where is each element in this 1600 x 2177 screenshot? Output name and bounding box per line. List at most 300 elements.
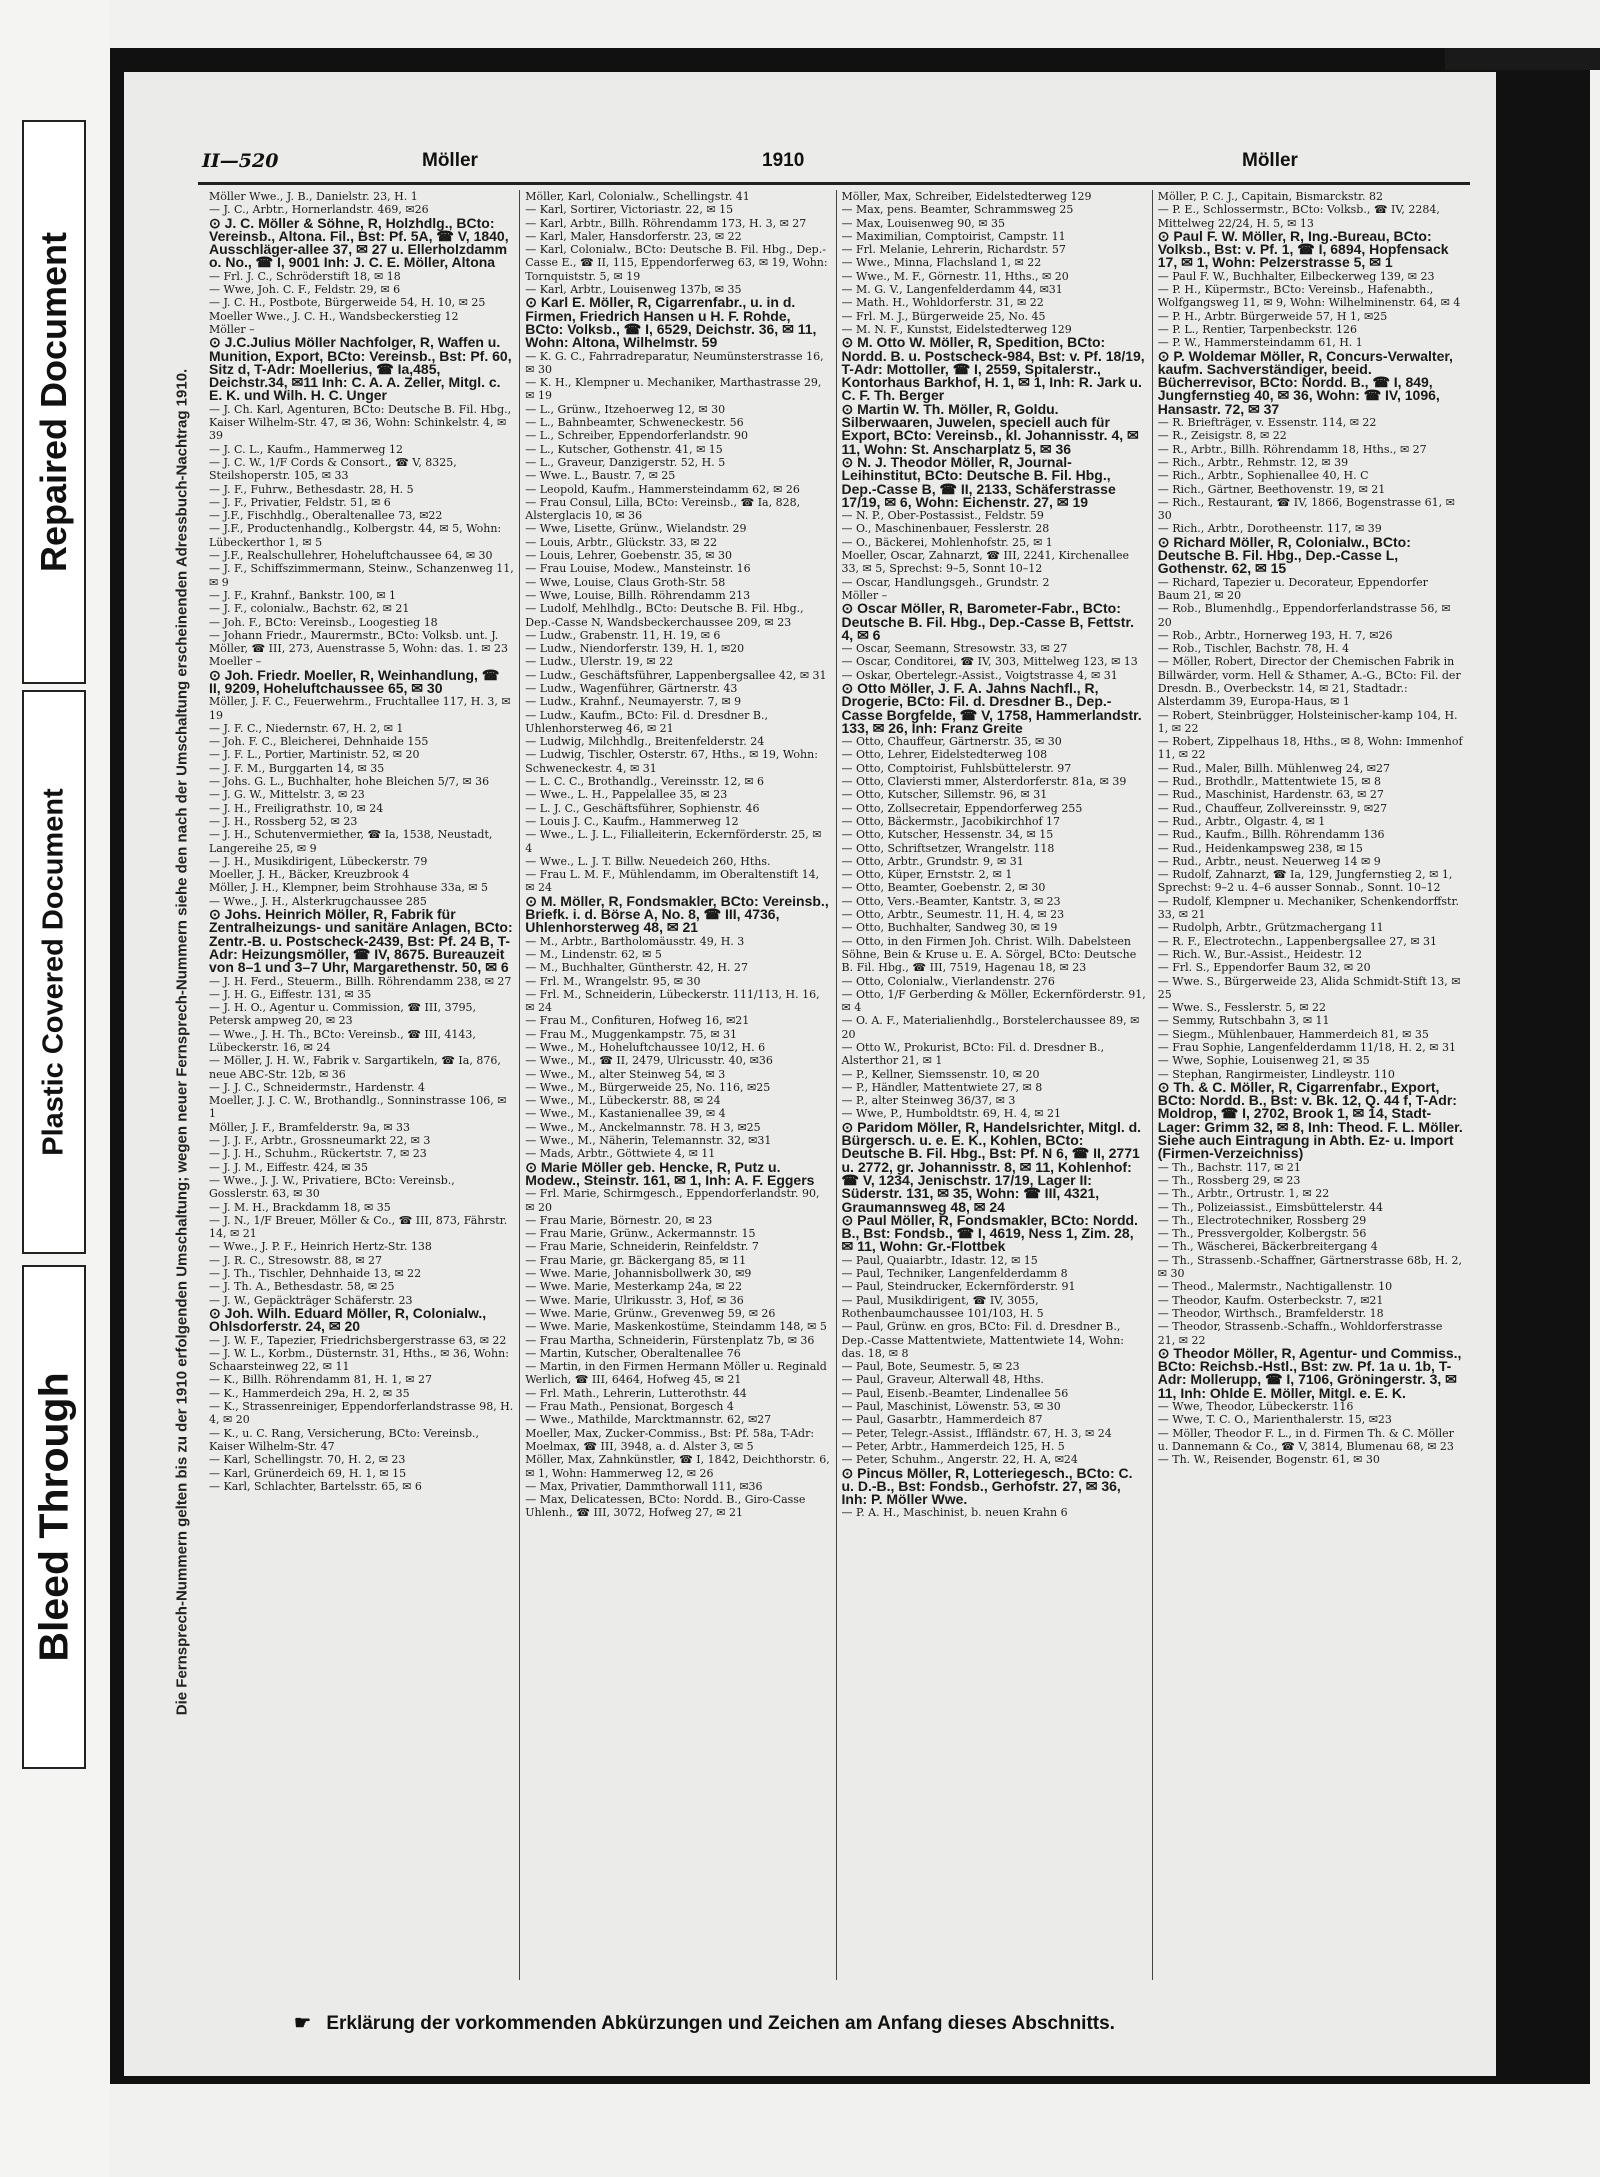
- directory-entry: — Frl. Melanie, Lehrerin, Richardstr. 57: [841, 243, 1066, 257]
- directory-entry: — Wwe, Theodor, Lübeckerstr. 116: [1157, 1400, 1354, 1414]
- directory-entry: — N. P., Ober-Postassist., Feldstr. 59: [841, 509, 1044, 523]
- directory-entry: — Robert, Zippelhaus 18, Hths., ✉ 8, Wohn: Immenhof 11, ✉ 22: [1157, 735, 1463, 762]
- footer-note: [294, 2012, 1444, 2035]
- directory-entry: ⊙ Oscar Möller, R, Barometer-Fabr., BCto: Deutsche B. Fil. Hbg., Dep.-Casse B, Fettstr. 4, ✉ 6: [841, 600, 1135, 643]
- directory-entry: — J. Th. A., Bethesdastr. 58, ✉ 25: [209, 1280, 395, 1294]
- directory-entry: — Paul, Gasarbtr., Hammerdeich 87: [841, 1413, 1043, 1427]
- edge-tab-label: Plastic Covered Document: [37, 788, 70, 1156]
- directory-entry: — K., Strassenreiniger, Eppendorferlandstrasse 98, H. 4, ✉ 20: [209, 1400, 514, 1427]
- directory-entry: — Otto, in den Firmen Joh. Christ. Wilh. Dabelsteen Söhne, Bein & Kruse u. E. A. Sörgel, BCto: Deutsche B. Fil. Hbg., ☎ III, 7519, Hagenau 18, ✉ 23: [841, 934, 1137, 975]
- directory-entry: — P. W., Hammersteindamm 61, H. 1: [1157, 336, 1363, 350]
- directory-entry: — J. W. L., Korbm., Düsternstr. 31, Hths., ✉ 36, Wohn: Schaarsteinweg 22, ✉ 11: [209, 1346, 509, 1374]
- directory-entry: — R., Arbtr., Billh. Röhrendamm 18, Hths., ✉ 27: [1157, 442, 1427, 456]
- directory-entry: — Otto, Küper, Ernststr. 2, ✉ 1: [841, 868, 1013, 882]
- directory-entry: — Frau L. M. F., Mühlendamm, im Oberaltenstift 14, ✉ 24: [525, 868, 820, 895]
- directory-entry: — Otto, Vers.-Beamter, Kantstr. 3, ✉ 23: [841, 894, 1061, 908]
- directory-entry: ⊙ Martin W. Th. Möller, R, Goldu. Silberwaaren, Juwelen, speciell auch für Export, BCto: Vereinsb., kl. Johannisstr. 4, ✉ 11, Wohn: St. Anscharplatz 5, ✉ 36: [841, 400, 1139, 457]
- directory-entry: — Möller, Theodor F. L., in d. Firmen Th. & C. Möller u. Dannemann & Co., ☎ V, 3814, Blumenau 68, ✉ 23: [1157, 1426, 1454, 1453]
- directory-entry: — Rud., Maschinist, Hardenstr. 63, ✉ 27: [1157, 788, 1384, 802]
- directory-entry: — Th., Arbtr., Ortrustr. 1, ✉ 22: [1157, 1187, 1330, 1201]
- directory-entry: — Ludw., Geschäftsführer, Lappenbergsallee 42, ✉ 31: [525, 668, 827, 682]
- directory-entry: — J.F., Fischhdlg., Oberaltenallee 73, ✉22: [209, 509, 443, 523]
- directory-entry: — Karl, Schlachter, Bartelsstr. 65, ✉ 6: [209, 1479, 422, 1493]
- directory-entry: — Paul, Grünw. en gros, BCto: Fil. d. Dresdner B., Dep.-Casse Mattentwiete, Mattentwiete 14, Wohn: das. 18, ✉ 8: [841, 1320, 1124, 1360]
- directory-entry: Möller Wwe., J. B., Danielstr. 23, H. 1: [209, 190, 418, 203]
- directory-entry: — P. A. H., Maschinist, b. neuen Krahn 6: [841, 1506, 1068, 1520]
- directory-entry: — P. H., Küpermstr., BCto: Vereinsb., Hafenabth., Wolfgangsweg 11, ✉ 9, Wohn: Wilhelminenstr. 64, ✉ 4: [1157, 283, 1461, 310]
- directory-entry: ⊙ Theodor Möller, R, Agentur- und Commiss., BCto: Reichsb.-Hstl., Bst: zw. Pf. 1a u. 1b, T-Adr: Mollerupp, ☎ I, 7106, Gröningerstr. 3, ✉ 11, Inh: Ohlde E. Möller, Mitgl. e. E. K.: [1157, 1344, 1462, 1401]
- directory-entry: — J. F. C., Niedernstr. 67, H. 2, ✉ 1: [209, 721, 404, 735]
- directory-entry: — J. F., colonialw., Bachstr. 62, ✉ 21: [209, 602, 410, 616]
- directory-entry: — Oscar, Conditorei, ☎ IV, 303, Mittelweg 123, ✉ 13: [841, 655, 1138, 669]
- directory-entry: — Otto, Arbtr., Seumestr. 11, H. 4, ✉ 23: [841, 908, 1065, 922]
- directory-entry: — Frau Marie, gr. Bäckergang 85, ✉ 11: [525, 1253, 747, 1267]
- directory-entry: — Otto, Colonialw., Vierlandenstr. 276: [841, 974, 1055, 988]
- directory-entry: — Maximilian, Comptoirist, Campstr. 11: [841, 229, 1066, 243]
- directory-entry: — L., Bahnbeamter, Schweneckestr. 56: [525, 416, 744, 430]
- directory-entry: — R. Briefträger, v. Essenstr. 114, ✉ 22: [1157, 416, 1377, 430]
- directory-entry: — Ludwig, Tischler, Osterstr. 67, Hths., ✉ 19, Wohn: Schweneckestr. 4, ✉ 31: [525, 748, 818, 775]
- directory-entry: — Richard, Tapezier u. Decorateur, Eppendorfer Baum 21, ✉ 20: [1157, 575, 1428, 602]
- directory-entry: — M., Buchhalter, Güntherstr. 42, H. 27: [525, 961, 748, 975]
- directory-entry: — Wwe., M., Hoheluftchaussee 10/12, H. 6: [525, 1041, 766, 1054]
- directory-entry: ⊙ M. Möller, R, Fondsmakler, BCto: Vereinsb., Briefk. i. d. Börse A, No. 8, ☎ III, 4736, Uhlenhorsterweg 48, ✉ 21: [525, 892, 829, 936]
- directory-entry: — Rud., Heidenkampsweg 238, ✉ 15: [1157, 841, 1363, 855]
- directory-entry: — Wwe., L. J. T. Billw. Neuedeich 260, Hths.: [525, 854, 771, 868]
- directory-entry: — P., Kellner, Siemssenstr. 10, ✉ 20: [841, 1067, 1040, 1081]
- directory-entry: — J. Ch. Karl, Agenturen, BCto: Deutsche B. Fil. Hbg., Kaiser Wilhelm-Str. 47, ✉ 36, Wohn: Schinkelstr. 4, ✉ 39: [209, 402, 512, 443]
- directory-entry: — Wwe., J. H., Alsterkrugchaussee 285: [209, 894, 427, 908]
- scan-corner: [1445, 48, 1600, 70]
- directory-entry: — Otto, Bäckermstr., Jacobikirchhof 17: [841, 814, 1061, 828]
- directory-entry: — J. M. H., Brackdamm 18, ✉ 35: [209, 1200, 391, 1214]
- directory-entry: — Ludw., Krahnf., Neumayerstr. 7, ✉ 9: [525, 695, 742, 709]
- directory-entry: — Wwe. Marie, Johannisbollwerk 30, ✉9: [525, 1267, 752, 1281]
- directory-entry: — J. F., Krahnf., Bankstr. 100, ✉ 1: [209, 588, 397, 602]
- directory-entry: — L. J. C., Geschäftsführer, Sophienstr. 46: [525, 801, 760, 815]
- directory-entry: Möller, Karl, Colonialw., Schellingstr. 41: [525, 190, 750, 203]
- directory-entry: Möller, Max, Schreiber, Eidelstedterweg 129: [841, 190, 1092, 203]
- directory-entry: — J. F. L., Portier, Martinistr. 52, ✉ 20: [209, 748, 420, 762]
- directory-entry: — Theodor, Strassenb.-Schaffn., Wohldorferstrasse 21, ✉ 22: [1157, 1320, 1443, 1347]
- directory-entry: — O., Maschinenbauer, Fesslerstr. 28: [841, 522, 1050, 536]
- directory-entry: — Martin, in den Firmen Hermann Möller u. Reginald Werlich, ☎ III, 6464, Hofweg 45, ✉ 21: [525, 1360, 827, 1387]
- directory-entry: — Max, Privatier, Dammthorwall 111, ✉36: [525, 1479, 763, 1493]
- directory-entry: — Th. W., Reisender, Bogenstr. 61, ✉ 30: [1157, 1453, 1380, 1467]
- directory-entry: — Frau Math., Pensionat, Borgesch 4: [525, 1400, 734, 1414]
- directory-entry: — Paul, Techniker, Langenfelderdamm 8: [841, 1267, 1068, 1281]
- directory-entry: — Theod., Malermstr., Nachtigallenstr. 10: [1157, 1280, 1393, 1294]
- directory-entry: — Rud., Kaufm., Billh. Röhrendamm 136: [1157, 828, 1385, 842]
- directory-entry: ⊙ Marie Möller geb. Hencke, R, Putz u. Modew., Steinstr. 161, ✉ 1, Inh: A. F. Eggers: [525, 1158, 815, 1188]
- directory-entry: — Karl, Arbtr., Billh. Röhrendamm 173, H. 3, ✉ 27: [525, 216, 807, 230]
- directory-entry: — Wwe., M., Bürgerweide 25, No. 116, ✉25: [525, 1080, 771, 1094]
- directory-entry: — Th., Rossberg 29, ✉ 23: [1157, 1173, 1301, 1187]
- directory-entry: — J. C. W., 1/F Cords & Consort., ☎ V, 8325, Steilshoperstr. 105, ✉ 33: [209, 455, 457, 483]
- directory-entry: — Frau Marie, Schneiderin, Reinfeldstr. 7: [525, 1240, 759, 1254]
- directory-entry: — Otto, Claviersti mmer, Alsterdorferstr. 81a, ✉ 39: [841, 775, 1127, 789]
- directory-entry: — J. H., Freiligrathstr. 10, ✉ 24: [209, 801, 384, 815]
- directory-entry: — Ludolf, Mehlhdlg., BCto: Deutsche B. Fil. Hbg., Dep.-Casse N, Wandsbeckerchaussee 209, ✉ 23: [525, 602, 804, 629]
- directory-entry: — M. N. F., Kunstst, Eidelstedterweg 129: [841, 322, 1072, 336]
- directory-entry: — Johann Friedr., Maurermstr., BCto: Volksb. unt. J. Möller, ☎ III, 273, Auenstrasse 5, Wohn: das. 1. ✉ 23: [209, 628, 508, 656]
- header-name-left: Möller: [422, 150, 478, 171]
- directory-entry: — Frau Martha, Schneiderin, Fürstenplatz 7b, ✉ 36: [525, 1333, 815, 1347]
- directory-entry: — Frau Marie, Börnestr. 20, ✉ 23: [525, 1213, 713, 1227]
- directory-entry: — J. F., Fuhrw., Bethesdastr. 28, H. 5: [209, 482, 414, 496]
- directory-entry: — R., Zeisigstr. 8, ✉ 22: [1157, 429, 1287, 443]
- directory-entry: — Wwe. Marie, Ulrikusstr. 3, Hof, ✉ 36: [525, 1293, 744, 1307]
- directory-entry: ⊙ J. C. Möller & Söhne, R, Holzhdlg., BCto: Vereinsb., Altona. Fil., Bst: Pf. 5A, ☎ V, 1840, Ausschläger-allee 37, ✉ 27 u. Ellerholzdamm o. No., ☎ I, 9001 Inh: J. C. E. Möller, Altona: [209, 214, 509, 271]
- footer-text: Erklärung der vorkommenden Abkürzungen und Zeichen am Anfang dieses Abschnitts.: [326, 2013, 1115, 2034]
- edge-tab-label: Repaired Document: [33, 231, 74, 573]
- directory-entry: — J. G. W., Mittelstr. 3, ✉ 23: [209, 788, 365, 802]
- directory-entry: — J. F., Schiffszimmermann, Steinw., Schanzenweg 11, ✉ 9: [209, 562, 514, 589]
- directory-entry: — Karl, Schellingstr. 70, H. 2, ✉ 23: [209, 1453, 406, 1467]
- directory-entry: — L., Grünw., Itzehoerweg 12, ✉ 30: [525, 402, 726, 416]
- directory-entry: — Rudolph, Arbtr., Grützmachergang 11: [1157, 921, 1384, 935]
- directory-entry: Möller, J. H., Klempner, beim Strohhause 33a, ✉ 5: [209, 881, 489, 895]
- directory-entry: — Wwe., M., Näherin, Telemannstr. 32, ✉31: [525, 1134, 772, 1148]
- directory-entry: — Rob., Tischler, Bachstr. 78, H. 4: [1157, 642, 1350, 656]
- directory-entry: Moeller, Oscar, Zahnarzt, ☎ III, 2241, Kirchenallee 33, ✉ 5, Sprechst: 9–5, Sonnt 10–12: [841, 549, 1129, 576]
- directory-entry: — J. F., Privatier, Feldstr. 51, ✉ 6: [209, 495, 391, 509]
- directory-entry: — Frau M., Confituren, Hofweg 16, ✉21: [525, 1014, 750, 1028]
- directory-entry: — Rudolf, Zahnarzt, ☎ Ia, 129, Jungfernstieg 2, ✉ 1, Sprechst: 9–2 u. 4–6 ausser Sonnab., Sonnt. 10–12: [1157, 868, 1453, 895]
- directory-entry: — Louis J. C., Kaufm., Hammerweg 12: [525, 814, 739, 828]
- directory-entry: — Paul, Maschinist, Löwenstr. 53, ✉ 30: [841, 1400, 1061, 1414]
- page-header: [202, 150, 1460, 178]
- header-rule: [198, 182, 1470, 185]
- directory-entry: Möller, Max, Zahnkünstler, ☎ I, 1842, Deichthorstr. 6, ✉ 1, Wohn: Hammerweg 12, ✉ 26: [525, 1453, 830, 1480]
- directory-entry: — Joh. F. C., Bleicherei, Dehnhaide 155: [209, 735, 429, 749]
- directory-entry: — J. C., Arbtr., Hornerlandstr. 469, ✉26: [209, 203, 429, 217]
- directory-entry: — Joh. F., BCto: Vereinsb., Loogestieg 18: [209, 615, 438, 629]
- directory-entry: — Wwe. Marie, Grünw., Grevenweg 59, ✉ 26: [525, 1306, 776, 1320]
- directory-entry: — Theodor, Wirthsch., Bramfelderstr. 18: [1157, 1306, 1384, 1320]
- directory-entry: — K. H., Klempner u. Mechaniker, Marthastrasse 29, ✉ 19: [525, 376, 822, 403]
- directory-entry: — K., Hammerdeich 29a, H. 2, ✉ 35: [209, 1386, 410, 1400]
- directory-entry: ⊙ N. J. Theodor Möller, R, Journal-Leihinstitut, BCto: Deutsche B. Fil. Hbg., Dep.-Casse B, ☎ II, 2133, Schäferstrasse 17/19, ✉ 6, Wohn: Eichenstr. 27, ✉ 19: [841, 453, 1116, 510]
- directory-entry: — Wwe, Lisette, Grünw., Wielandstr. 29: [525, 522, 747, 536]
- directory-entry: — Oskar, Obertelegr.-Assist., Voigtstrasse 4, ✉ 31: [841, 668, 1118, 682]
- directory-entry: — Frl. J. C., Schröderstift 18, ✉ 18: [209, 269, 401, 283]
- directory-entry: — J. H. O., Agentur u. Commission, ☎ III, 3795, Petersk ampweg 20, ✉ 23: [209, 1001, 477, 1028]
- directory-entry: — Karl, Sortirer, Victoriastr. 22, ✉ 15: [525, 203, 734, 217]
- directory-entry: — Frl. Marie, Schirmgesch., Eppendorferlandstr. 90, ✉ 20: [525, 1187, 820, 1214]
- directory-entry: — J. J. H., Schuhm., Rückertstr. 7, ✉ 23: [209, 1147, 427, 1161]
- directory-entry: — M., Lindenstr. 62, ✉ 5: [525, 947, 662, 961]
- directory-entry: — Th., Pressvergolder, Kolbergstr. 56: [1157, 1227, 1367, 1241]
- directory-entry: Möller, J. F. C., Feuerwehrm., Fruchtallee 117, H. 3, ✉ 19: [209, 695, 511, 722]
- directory-entry: — Stephan, Rangirmeister, Lindleystr. 110: [1157, 1067, 1395, 1081]
- column-1: [204, 190, 520, 1980]
- directory-entry: — Möller, Robert, Director der Chemischen Fabrik in Billwärder, vorm. Hell & Sthamer, A.-G., BCto: Fil. der Dresdn. B., Overbeckstr. 14, ✉ 21, Stadtadr.: Alsterdamm 39, Europa-Haus, ✉ 1: [1157, 655, 1461, 709]
- directory-entry: — Wwe, T. C. O., Marienthalerstr. 15, ✉23: [1157, 1413, 1392, 1427]
- directory-entry: — Th., Wäscherei, Bäckerbreitergang 4: [1157, 1240, 1378, 1254]
- directory-entry: — Frl. Math., Lehrerin, Lutterothstr. 44: [525, 1386, 747, 1400]
- directory-entry: ⊙ J.C.Julius Möller Nachfolger, R, Waffen u. Munition, Export, BCto: Vereinsb., Bst: Pf. 60, Sitz d, T-Adr: Moellerius, ☎ Ia,485, Deichstr.34, ✉11 Inh: C. A. A. Zeller, Mitgl. c. E. K. und Wilh. H. C. Unger: [209, 334, 512, 404]
- column-4: [1153, 190, 1468, 1980]
- directory-entry: — Ludw., Niendorferstr. 139, H. 1, ✉20: [525, 642, 745, 656]
- directory-entry: — Wwe., Mathilde, Marcktmannstr. 62, ✉27: [525, 1413, 772, 1427]
- directory-entry: — Otto, 1/F Gerberding & Möller, Eckernförderstr. 91, ✉ 4: [841, 987, 1146, 1015]
- directory-entry: — J. H., Musikdirigent, Lübeckerstr. 79: [209, 854, 428, 868]
- directory-entry: — Louis, Arbtr., Glückstr. 33, ✉ 22: [525, 535, 718, 549]
- directory-entry: — J. H., Rossberg 52, ✉ 23: [209, 814, 358, 828]
- directory-entry: — Wwe., J. H. Th., BCto: Vereinsb., ☎ III, 4143, Lübeckerstr. 16, ✉ 24: [209, 1027, 476, 1054]
- directory-entry: — Johs. G. L., Buchhalter, hohe Bleichen 5/7, ✉ 36: [209, 775, 490, 789]
- page-number: II—520: [202, 150, 279, 172]
- directory-entry: — Otto, Buchhalter, Sandweg 30, ✉ 19: [841, 921, 1058, 935]
- directory-entry: — Wwe., Minna, Flachsland 1, ✉ 22: [841, 256, 1042, 270]
- directory-entry: — L. C. C., Brothandlg., Vereinsstr. 12, ✉ 6: [525, 775, 765, 789]
- directory-entry: Möller –: [841, 588, 888, 602]
- directory-entry: ⊙ Paridom Möller, R, Handelsrichter, Mitgl. d. Bürgersch. u. e. E. K., Kohlen, BCto: Deutsche B. Fil. Hbg., Bst: Pf. N 6, ☎ II, 2771 u. 2772, gr. Johannisstr. 8, ✉ 11, Kohlenhof: ☎ V, 1234, Jenischstr. 17/19, Lager II: Süderstr. 131, ✉ 35, Wohn: ☎ III, 4321, Graumannsweg 48, ✉ 24: [841, 1118, 1142, 1215]
- directory-entry: — Karl, Colonialw., BCto: Deutsche B. Fil. Hbg., Dep.-Casse E., ☎ II, 115, Eppendorferweg 63, ✉ 19, Wohn: Tornquiststr. 5, ✉ 19: [525, 243, 828, 283]
- directory-entry: — Frau Consul, Lilla, BCto: Vereinsb., ☎ Ia, 828, Alsterglacis 10, ✉ 36: [525, 495, 801, 523]
- directory-entry: — Th., Polizeiassist., Eimsbüttelerstr. 44: [1157, 1200, 1384, 1214]
- directory-entry: — K. G. C., Fahrradreparatur, Neumünsterstrasse 16, ✉ 30: [525, 349, 824, 376]
- directory-entry: — Wwe. Marie, Mesterkamp 24a, ✉ 22: [525, 1280, 743, 1294]
- directory-entry: — Otto, Lehrer, Eidelstedterweg 108: [841, 748, 1048, 762]
- directory-entry: ⊙ Karl E. Möller, R, Cigarrenfabr., u. in d. Firmen, Friedrich Hansen u H. F. Rohde, BCto: Volksb., ☎ I, 6529, Deichstr. 36, ✉ 11, Wohn: Altona, Wilhelmstr. 59: [525, 294, 817, 351]
- directory-entry: — M. G. V., Langenfelderdamm 44, ✉31: [841, 283, 1063, 297]
- directory-entry: — J.F., Productenhandlg., Kolbergstr. 44, ✉ 5, Wohn: Lübeckerthor 1, ✉ 5: [209, 522, 502, 549]
- directory-entry: — Rob., Blumenhdlg., Eppendorferlandstrasse 56, ✉ 20: [1157, 602, 1451, 629]
- directory-entry: — Rich., Arbtr., Rehmstr. 12, ✉ 39: [1157, 455, 1349, 469]
- directory-entry: ⊙ Paul Möller, R, Fondsmakler, BCto: Nordd. B., Bst: Fondsb., ☎ I, 4619, Ness 1, Zim. 28, ✉ 11, Wohn: Gr.-Flottbek: [841, 1211, 1138, 1255]
- directory-entry: ⊙ Otto Möller, J. F. A. Jahns Nachfl., R, Drogerie, BCto: Fil. d. Dresdner B., Dep.-Casse Borgfelde, ☎ V, 1758, Hammerlandstr. 133, ✉ 26, Inh: Franz Greite: [841, 679, 1142, 736]
- directory-entry: — Paul F. W., Buchhalter, Eilbeckerweg 139, ✉ 23: [1157, 269, 1435, 283]
- directory-entry: — Peter, Schuhm., Angerstr. 22, H. A, ✉24: [841, 1453, 1078, 1467]
- directory-entry: — Karl, Grünerdeich 69, H. 1, ✉ 15: [209, 1466, 407, 1480]
- directory-entry: — Math. H., Wohldorferstr. 31, ✉ 22: [841, 296, 1044, 310]
- directory-entry: — L., Graveur, Danzigerstr. 52, H. 5: [525, 455, 726, 469]
- directory-entry: — Rich., Gärtner, Beethovenstr. 19, ✉ 21: [1157, 482, 1386, 496]
- directory-entry: ⊙ M. Otto W. Möller, R, Spedition, BCto: Nordd. B. u. Postscheck-984, Bst: v. Pf. 18/19, T-Adr: Mottoller, ☎ I, 2559, Spitalerstr., Kontorhaus Barkhof, H. 1, ✉ 1, Inh: R. Jark u. C. F. Th. Berger: [841, 334, 1145, 404]
- directory-entry: — Rich. W., Bur.-Assist., Heidestr. 12: [1157, 947, 1363, 961]
- directory-entry: — P. H., Arbtr. Bürgerweide 57, H 1, ✉25: [1157, 309, 1388, 323]
- directory-entry: — J. C. L., Kaufm., Hammerweg 12: [209, 442, 403, 456]
- directory-entry: Moeller –: [209, 655, 262, 669]
- directory-entry: — J. W. F., Tapezier, Friedrichsbergerstrasse 63, ✉ 22: [209, 1333, 507, 1347]
- directory-entry: — P., Händler, Mattentwiete 27, ✉ 8: [841, 1080, 1043, 1094]
- directory-entry: — Rud., Arbtr., neust. Neuerweg 14 ✉ 9: [1157, 854, 1381, 868]
- edge-tab-repaired: [22, 120, 86, 684]
- directory-entry: — Frl. M., Schneiderin, Lübeckerstr. 111/113, H. 16, ✉ 24: [525, 987, 820, 1015]
- directory-entry: — Wwe, Sophie, Louisenweg 21, ✉ 35: [1157, 1054, 1370, 1068]
- directory-entry: — Martin, Kutscher, Oberaltenallee 76: [525, 1346, 741, 1360]
- directory-entry: — K., Billh. Röhrendamm 81, H. 1, ✉ 27: [209, 1373, 432, 1387]
- directory-entry: — Wwe., L. J. L., Filialleiterin, Eckernförderstr. 25, ✉ 4: [525, 828, 822, 855]
- column-3: [837, 190, 1153, 1980]
- directory-entry: — Wwe. L., Baustr. 7, ✉ 25: [525, 469, 676, 483]
- directory-entry: — Otto, Schriftsetzer, Wrangelstr. 118: [841, 841, 1055, 855]
- directory-entry: — Wwe, Louise, Claus Groth-Str. 58: [525, 575, 726, 589]
- directory-entry: — P. L., Rentier, Tarpenbeckstr. 126: [1157, 322, 1357, 336]
- directory-entry: — Wwe, P., Humboldtstr. 69, H. 4, ✉ 21: [841, 1107, 1062, 1121]
- directory-page: [124, 72, 1496, 2076]
- directory-entry: — Paul, Quaiarbtr., Idastr. 12, ✉ 15: [841, 1253, 1038, 1267]
- edge-tab-plastic: [22, 690, 86, 1254]
- directory-entry: — Otto, Zollsecretair, Eppendorferweg 255: [841, 801, 1083, 815]
- directory-entry: Moeller, J. H., Bäcker, Kreuzbrook 4: [209, 868, 410, 882]
- directory-entry: — R. F., Electrotechn., Lappenbergsallee 27, ✉ 31: [1157, 934, 1438, 948]
- directory-entry: — P. E., Schlossermstr., BCto: Volksb., ☎ IV, 2284, Mittelweg 22/24, H. 5, ✉ 13: [1157, 203, 1440, 230]
- directory-entry: — Max, Louisenweg 90, ✉ 35: [841, 216, 1005, 230]
- edge-tab-label: Bleed Through: [30, 1372, 77, 1662]
- header-year: 1910: [762, 150, 805, 171]
- directory-entry: — Rob., Arbtr., Hornerweg 193, H. 7, ✉26: [1157, 628, 1393, 642]
- directory-entry: — Robert, Steinbrügger, Holsteinischer-kamp 104, H. 1, ✉ 22: [1157, 708, 1458, 735]
- directory-entry: Möller –: [209, 322, 255, 336]
- directory-entry: — Paul, Steindrucker, Eckernförderstr. 91: [841, 1280, 1076, 1294]
- directory-entry: — Otto, Beamter, Goebenstr. 2, ✉ 30: [841, 881, 1046, 895]
- directory-entry: — Karl, Arbtr., Louisenweg 137b, ✉ 35: [525, 283, 742, 297]
- directory-entry: — Th., Electrotechniker, Rossberg 29: [1157, 1213, 1367, 1227]
- directory-entry: — Wwe, Louise, Billh. Röhrendamm 213: [525, 588, 751, 602]
- directory-entry: — Wwe., L. H., Pappelallee 35, ✉ 23: [525, 788, 728, 802]
- directory-entry: — M., Arbtr., Bartholomäusstr. 49, H. 3: [525, 934, 745, 948]
- directory-entry: — J. J. C., Schneidermstr., Hardenstr. 4: [209, 1080, 425, 1094]
- directory-entry: — Rud., Brothdlr., Mattentwiete 15, ✉ 8: [1157, 775, 1381, 789]
- directory-entry: — Paul, Musikdirigent, ☎ IV, 3055, Rothenbaumchaussee 101/103, H. 5: [841, 1293, 1044, 1320]
- directory-entry: — Rich., Arbtr., Sophienallee 40, H. C: [1157, 469, 1369, 483]
- directory-entry: — Wwe. S., Bürgerweide 23, Alida Schmidt-Stift 13, ✉ 25: [1157, 974, 1461, 1001]
- directory-entry: — Wwe., M., Lübeckerstr. 88, ✉ 24: [525, 1094, 721, 1108]
- entry-columns: [204, 190, 1468, 1980]
- directory-entry: — Otto, Comptoirist, Fuhlsbüttelerstr. 97: [841, 761, 1072, 775]
- directory-entry: — Otto, Arbtr., Grundstr. 9, ✉ 31: [841, 854, 1024, 868]
- directory-entry: — Paul, Graveur, Alterwall 48, Hths.: [841, 1373, 1044, 1387]
- directory-entry: — Otto W., Prokurist, BCto: Fil. d. Dresdner B., Alsterthor 21, ✉ 1: [841, 1041, 1105, 1068]
- directory-entry: — Ludw., Grabenstr. 11, H. 19, ✉ 6: [525, 628, 721, 642]
- directory-entry: ⊙ Th. & C. Möller, R, Cigarrenfabr., Export, BCto: Nordd. B., Bst: v. Bk. 12, Q. 44 f, T-Adr: Moldrop, ☎ I, 2702, Brook 1, ✉ 14, Stadt-Lager: Grimm 32, ✉ 8, Inh: Theod. F. L. Möller. Siehe auch Eintragung in Abth. Ez- u. Import (Firmen-Verzeichniss): [1157, 1078, 1463, 1162]
- directory-entry: Moeller, J. J. C. W., Brothandlg., Sonninstrasse 106, ✉ 1: [209, 1094, 507, 1121]
- directory-entry: — Frau Louise, Modew., Mansteinstr. 16: [525, 562, 751, 576]
- directory-entry: — Wwe., M., alter Steinweg 54, ✉ 3: [525, 1067, 726, 1081]
- directory-entry: — Frau Sophie, Langenfelderdamm 11/18, H. 2, ✉ 31: [1157, 1041, 1457, 1054]
- directory-entry: Möller, P. C. J., Capitain, Bismarckstr. 82: [1157, 190, 1383, 203]
- directory-entry: — Oscar, Handlungsgeh., Grundstr. 2: [841, 575, 1050, 589]
- directory-entry: — Oscar, Seemann, Stresowstr. 33, ✉ 27: [841, 642, 1068, 656]
- directory-entry: — Louis, Lehrer, Goebenstr. 35, ✉ 30: [525, 549, 732, 563]
- directory-entry: — J. C. H., Postbote, Bürgerweide 54, H. 10, ✉ 25: [209, 296, 486, 310]
- directory-entry: — Frau Marie, Grünw., Ackermannstr. 15: [525, 1227, 756, 1241]
- directory-entry: — Leopold, Kaufm., Hammersteindamm 62, ✉ 26: [525, 482, 800, 496]
- directory-entry: — Peter, Arbtr., Hammerdeich 125, H. 5: [841, 1439, 1065, 1453]
- directory-entry: ⊙ P. Woldemar Möller, R, Concurs-Verwalter, kaufm. Sachverständiger, beeid. Bücherrevisor, BCto: Nordd. B., ☎ I, 849, Jungfernstieg 40, ✉ 36, Wohn: ☎ IV, 1096, Hansastr. 72, ✉ 37: [1157, 347, 1453, 417]
- directory-entry: — Otto, Kutscher, Hessenstr. 34, ✉ 15: [841, 828, 1054, 842]
- directory-entry: — Otto, Chauffeur, Gärtnerstr. 35, ✉ 30: [841, 735, 1062, 749]
- directory-entry: — J. R. C., Stresowstr. 88, ✉ 27: [209, 1253, 383, 1267]
- directory-entry: — Wwe., M., Kastanienallee 39, ✉ 4: [525, 1107, 726, 1121]
- directory-entry: — L., Schreiber, Eppendorferlandstr. 90: [525, 429, 748, 443]
- directory-entry: — Frl. M., Wrangelstr. 95, ✉ 30: [525, 974, 701, 988]
- directory-entry: — Ludwig, Milchhdlg., Breitenfelderstr. 24: [525, 735, 765, 749]
- directory-entry: — J. H. G., Eiffestr. 131, ✉ 35: [209, 987, 372, 1001]
- directory-entry: — P., alter Steinweg 36/37, ✉ 3: [841, 1094, 1016, 1108]
- directory-entry: — O. A. F., Materialienhdlg., Borstelerchaussee 89, ✉ 20: [841, 1014, 1140, 1041]
- directory-entry: — J. J. M., Eiffestr. 424, ✉ 35: [209, 1160, 369, 1174]
- directory-entry: — J. F. M., Burggarten 14, ✉ 35: [209, 761, 385, 775]
- directory-entry: — J. H. Ferd., Steuerm., Billh. Röhrendamm 238, ✉ 27: [209, 974, 512, 988]
- directory-entry: — Karl, Maler, Hansdorferstr. 23, ✉ 22: [525, 229, 742, 243]
- directory-entry: ⊙ Richard Möller, R, Colonialw., BCto: Deutsche B. Fil. Hbg., Dep.-Casse L, Gothenstr. 62, ✉ 15: [1157, 533, 1411, 577]
- directory-entry: — Ludw., Ulerstr. 19, ✉ 22: [525, 655, 674, 669]
- directory-entry: — Ludw., Wagenführer, Gärtnerstr. 43: [525, 681, 738, 695]
- directory-entry: — J. W., Gepäckträger Schäferstr. 23: [209, 1293, 413, 1307]
- directory-entry: — Ludw., Kaufm., BCto: Fil. d. Dresdner B., Uhlenhorsterweg 46, ✉ 21: [525, 708, 768, 735]
- directory-entry: — Max, pens. Beamter, Schrammsweg 25: [841, 203, 1074, 217]
- directory-entry: — Rich., Restaurant, ☎ IV, 1866, Bogenstrasse 61, ✉ 30: [1157, 495, 1455, 523]
- directory-entry: — Möller, J. H. W., Fabrik v. Sargartikeln, ☎ Ia, 876, neue ABC-Str. 12b, ✉ 36: [209, 1054, 501, 1081]
- directory-entry: — Theodor, Kaufm. Osterbeckstr. 7, ✉21: [1157, 1293, 1384, 1307]
- directory-entry: — Th., Strassenb.-Schaffner, Gärtnerstrasse 68b, H. 2, ✉ 30: [1157, 1253, 1463, 1281]
- directory-entry: ⊙ Pincus Möller, R, Lotteriegesch., BCto: C. u. D.-B., Bst: Fondsb., Gerhofstr. 27, ✉ 36, Inh: P. Möller Wwe.: [841, 1464, 1133, 1508]
- directory-entry: — Paul, Bote, Seumestr. 5, ✉ 23: [841, 1360, 1020, 1374]
- directory-entry: — Th., Bachstr. 117, ✉ 21: [1157, 1160, 1301, 1174]
- directory-entry: — J. J. F., Arbtr., Grossneumarkt 22, ✉ 3: [209, 1134, 431, 1148]
- directory-entry: — Rud., Maler, Billh. Mühlenweg 24, ✉27: [1157, 761, 1390, 775]
- phone-notice-text: Die Fernsprech-Nummern gelten bis zu der 1910 erfolgenden Umschaltung; wegen neuer Fernsprech-Nummern siehe den nach der Umschaltung erscheinenden Adressbuch-Nachtrag 1910.: [173, 368, 191, 1716]
- directory-entry: — Siegm., Mühlenbauer, Hammerdeich 81, ✉ 35: [1157, 1027, 1429, 1041]
- directory-entry: — K., u. C. Rang, Versicherung, BCto: Vereinsb., Kaiser Wilhelm-Str. 47: [209, 1426, 480, 1453]
- directory-entry: — Semmy, Rutschbahn 3, ✉ 11: [1157, 1014, 1330, 1028]
- directory-entry: — Wwe. S., Fesslerstr. 5, ✉ 22: [1157, 1001, 1327, 1015]
- directory-entry: — Wwe., J. J. W., Privatiere, BCto: Vereinsb., Gosslerstr. 63, ✉ 30: [209, 1173, 455, 1201]
- pointing-hand-icon: ☛: [294, 2013, 312, 2034]
- directory-entry: — Frl. M. J., Bürgerweide 25, No. 45: [841, 309, 1046, 323]
- directory-entry: — Frl. S., Eppendorfer Baum 32, ✉ 20: [1157, 961, 1371, 975]
- header-name-right: Möller: [1242, 150, 1298, 171]
- directory-entry: — Rudolf, Klempner u. Mechaniker, Schenkendorffstr. 33, ✉ 21: [1157, 894, 1459, 922]
- directory-entry: — J.F., Realschullehrer, Hoheluftchaussee 64, ✉ 30: [209, 549, 493, 563]
- directory-entry: Moeller, Max, Zucker-Commiss., Bst: Pf. 58a, T-Adr: Moelmax, ☎ III, 3948, a. d. Alster 3, ✉ 5: [525, 1426, 815, 1453]
- directory-entry: — Mads, Arbtr., Göttwiete 4, ✉ 11: [525, 1147, 716, 1161]
- directory-entry: — Paul, Eisenb.-Beamter, Lindenallee 56: [841, 1386, 1069, 1400]
- directory-entry: — L., Kutscher, Gothenstr. 41, ✉ 15: [525, 442, 723, 456]
- directory-entry: ⊙ Joh. Wilh. Eduard Möller, R, Colonialw., Ohlsdorferstr. 24, ✉ 20: [209, 1304, 487, 1335]
- directory-entry: Moeller Wwe., J. C. H., Wandsbeckerstieg 12: [209, 309, 459, 323]
- directory-entry: — Wwe., J. P. F., Heinrich Hertz-Str. 138: [209, 1240, 432, 1254]
- directory-entry: Möller, J. F., Bramfelderstr. 9a, ✉ 33: [209, 1120, 411, 1134]
- directory-entry: ⊙ Joh. Friedr. Moeller, R, Weinhandlung, ☎ II, 9209, Hoheluftchaussee 65, ✉ 30: [209, 666, 500, 696]
- directory-entry: — J. N., 1/F Breuer, Möller & Co., ☎ III, 873, Fährstr. 14, ✉ 21: [209, 1213, 508, 1241]
- directory-entry: — O., Bäckerei, Mohlenhofstr. 25, ✉ 1: [841, 535, 1053, 549]
- directory-entry: — Rich., Arbtr., Dorotheenstr. 117, ✉ 39: [1157, 522, 1382, 536]
- directory-entry: ⊙ Johs. Heinrich Möller, R, Fabrik für Zentralheizungs- und sanitäre Anlagen, BCto: Zentr.-B. u. Postscheck-2439, Bst: Pf. 24 B, T-Adr: Heizungsmöller, ☎ IV, 8675. Bureauzeit von 8–1 und 3–7 Uhr, Margarethenstr. 50, ✉ 6: [209, 906, 513, 976]
- phone-notice-sidebar: [162, 212, 202, 1872]
- directory-entry: — Otto, Kutscher, Sillemstr. 96, ✉ 31: [841, 788, 1048, 802]
- directory-entry: — Rud., Chauffeur, Zollvereinsstr. 9, ✉27: [1157, 801, 1388, 815]
- edge-tab-bleed: [22, 1265, 86, 1769]
- directory-entry: — Wwe., M., Anckelmannstr. 78. H 3, ✉25: [525, 1120, 761, 1134]
- column-2: [520, 190, 836, 1980]
- directory-entry: — Rud., Arbtr., Olgastr. 4, ✉ 1: [1157, 814, 1326, 828]
- directory-entry: — Wwe. Marie, Maskenkostüme, Steindamm 148, ✉ 5: [525, 1320, 827, 1334]
- directory-entry: — Wwe., M., ☎ II, 2479, Ulricusstr. 40, ✉36: [525, 1054, 773, 1068]
- directory-entry: ⊙ Paul F. W. Möller, R, Ing.-Bureau, BCto: Volksb., Bst: v. Pf. 1, ☎ I, 6894, Hopfensack 17, ✉ 1, Wohn: Pelzerstrasse 5, ✉ 1: [1157, 227, 1449, 271]
- directory-entry: — Peter, Telegr.-Assist., Iffländstr. 67, H. 3, ✉ 24: [841, 1426, 1112, 1440]
- directory-entry: — J. Th., Tischler, Dehnhaide 13, ✉ 22: [209, 1267, 422, 1281]
- directory-entry: — Frau M., Muggenkampstr. 75, ✉ 31: [525, 1027, 738, 1041]
- directory-entry: — Wwe., M. F., Görnestr. 11, Hths., ✉ 20: [841, 269, 1069, 283]
- directory-entry: — Wwe, Joh. C. F., Feldstr. 29, ✉ 6: [209, 283, 401, 297]
- directory-entry: — Max, Delicatessen, BCto: Nordd. B., Giro-Casse Uhlenh., ☎ III, 3072, Hofweg 27, ✉ 21: [525, 1493, 806, 1520]
- directory-entry: — J. H., Schutenvermiether, ☎ Ia, 1538, Neustadt, Langereihe 25, ✉ 9: [209, 828, 493, 855]
